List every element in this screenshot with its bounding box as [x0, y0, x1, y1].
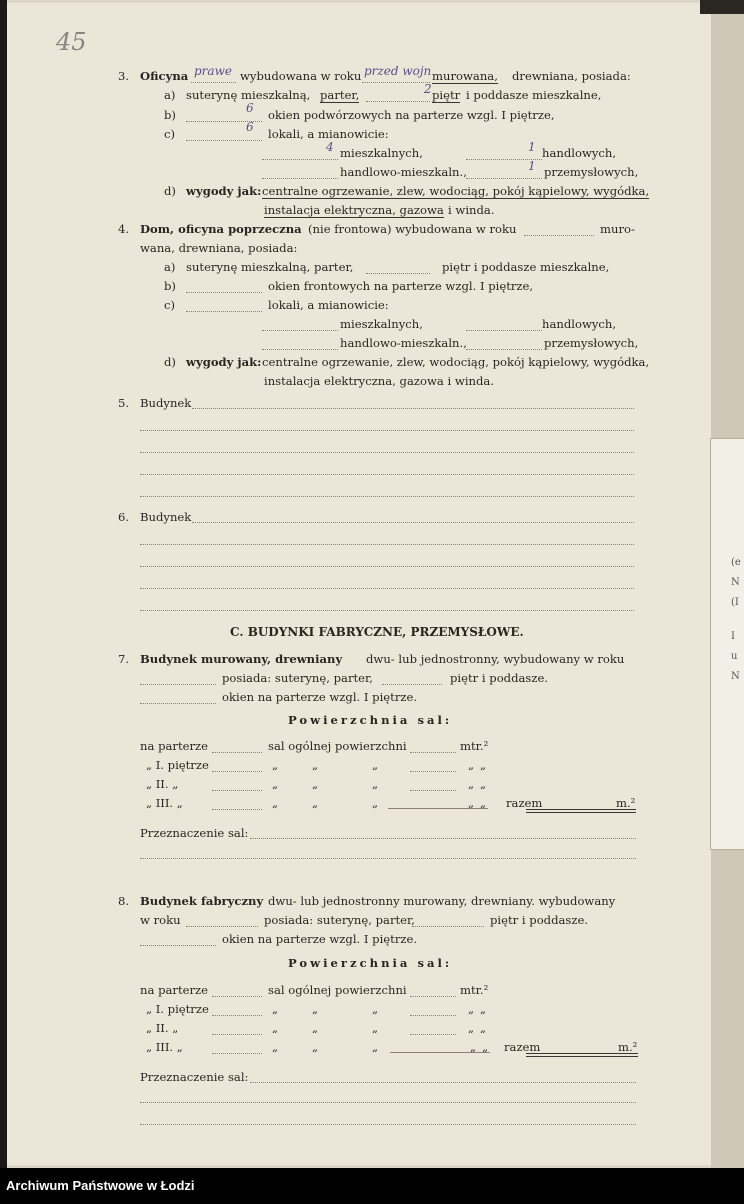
- top-right-band: [700, 0, 744, 14]
- slip-fragment: N: [731, 577, 740, 588]
- handwritten-year: przed wojn: [364, 64, 432, 78]
- slip-fragment: (e: [731, 557, 741, 568]
- inserted-slip: [710, 438, 744, 850]
- section5-label: Budynek: [140, 396, 192, 410]
- section4-title: Dom, oficyna poprzeczna: [140, 222, 302, 236]
- binding-edge: [0, 0, 7, 1168]
- folio-number: 45: [56, 28, 87, 56]
- slip-fragment: (I: [731, 597, 739, 608]
- handwritten-side: prawe: [194, 64, 232, 78]
- area-heading: Powierzchnia sal:: [288, 956, 453, 970]
- item-number: 3.: [118, 69, 130, 83]
- archive-footer: [0, 1168, 744, 1204]
- purpose-label: Przeznaczenie sal:: [140, 1070, 249, 1084]
- archive-name: Archiwum Państwowe w Łodzi: [6, 1178, 195, 1193]
- handwritten-floors: 2: [424, 82, 432, 96]
- handwritten-premises: 6: [246, 120, 254, 134]
- slip-fragment: u: [731, 651, 738, 662]
- handwritten-windows: 6: [246, 101, 254, 115]
- purpose-label: Przeznaczenie sal:: [140, 826, 249, 840]
- section-c-heading: C. BUDYNKI FABRYCZNE, PRZEMYSŁOWE.: [230, 625, 524, 639]
- section3-title: Oficyna: [140, 69, 189, 83]
- slip-fragment: N: [731, 671, 740, 682]
- slip-fragment: I: [731, 631, 735, 642]
- section6-label: Budynek: [140, 510, 192, 524]
- area-heading: Powierzchnia sal:: [288, 713, 453, 727]
